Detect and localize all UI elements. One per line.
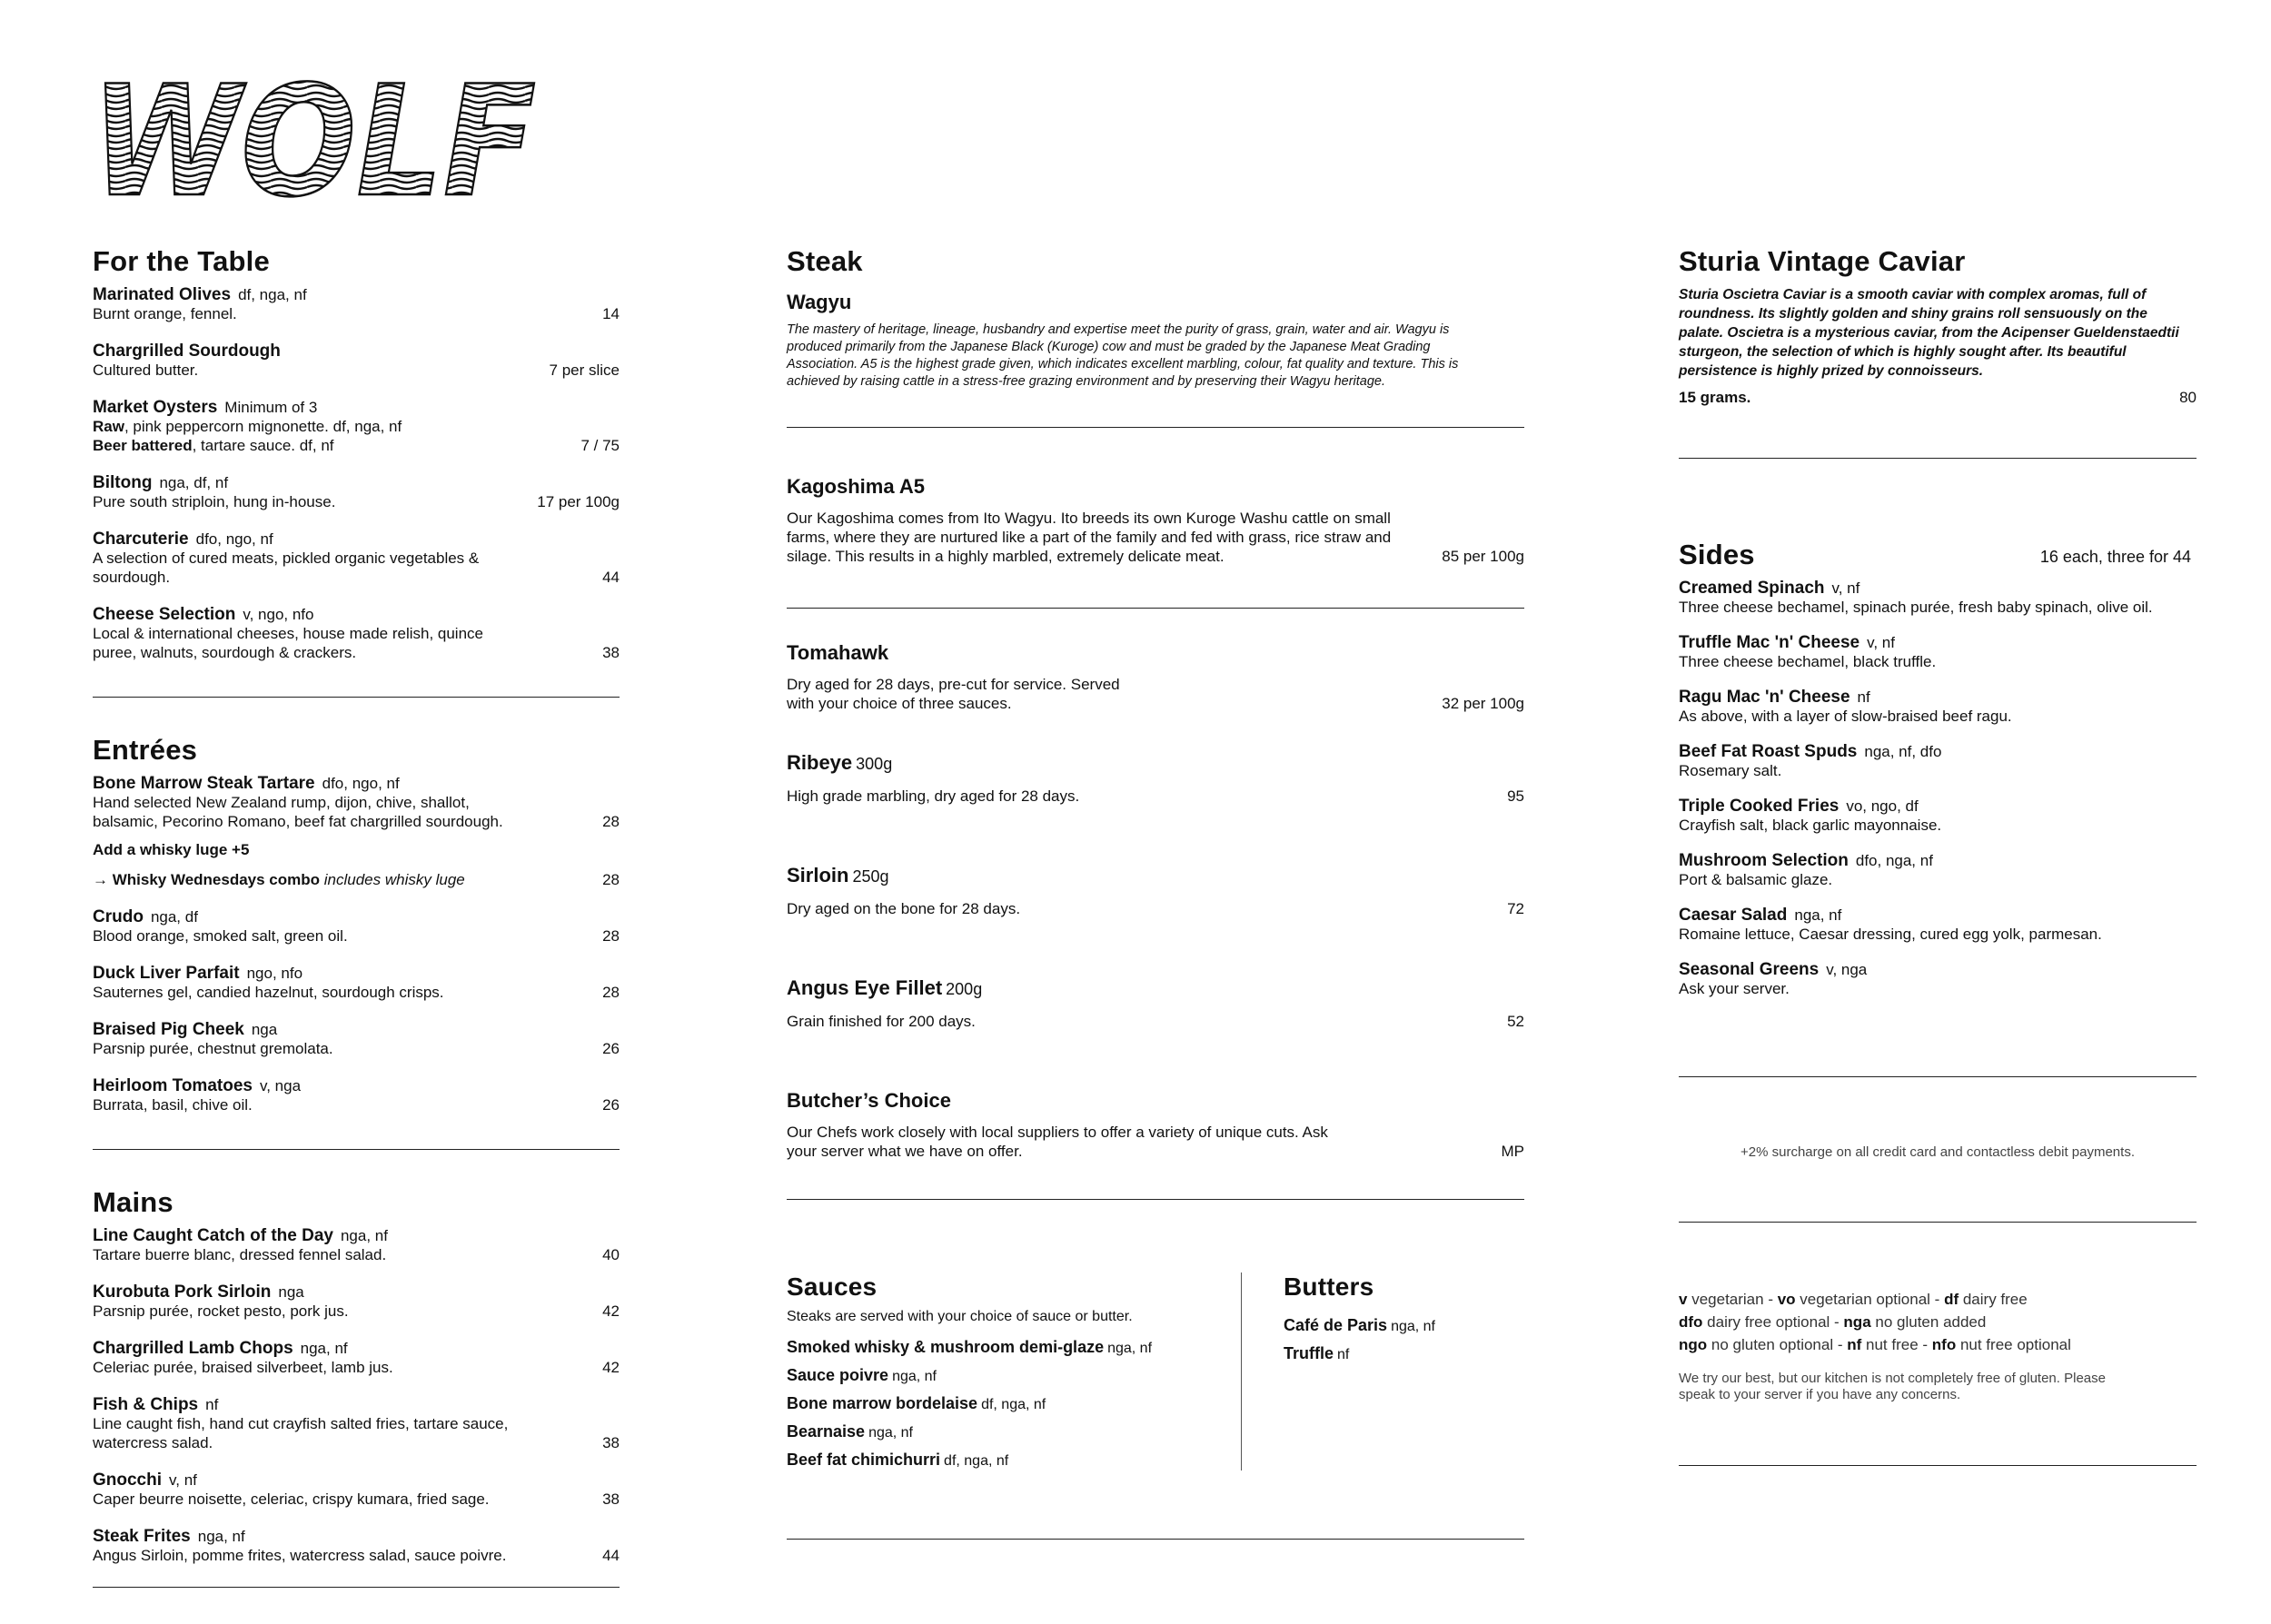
item-tags: v, nga xyxy=(1826,961,1868,978)
item-description: Pure south striploin, hung in-house. xyxy=(93,493,336,510)
menu-item xyxy=(93,285,620,323)
legend-label: dairy free xyxy=(1962,1291,2028,1308)
legend-label: dairy free optional xyxy=(1707,1313,1830,1331)
legend-label: no gluten optional xyxy=(1711,1336,1834,1353)
item-description: Burrata, basil, chive oil. xyxy=(93,1096,253,1114)
sauce-tags: df, nga, nf xyxy=(981,1397,1046,1412)
item-price: 38 xyxy=(602,644,620,661)
left-column xyxy=(93,245,620,1624)
menu-item xyxy=(1679,851,2197,889)
menu-item xyxy=(93,530,620,587)
item-name: Truffle Mac 'n' Cheese xyxy=(1679,633,1860,652)
item-price: 26 xyxy=(602,1040,620,1057)
item-header xyxy=(1679,579,2197,598)
item-header xyxy=(93,473,620,492)
option-desc: , tartare sauce. df, nf xyxy=(192,437,334,454)
item-description: Local & international cheeses, house made relish, quince puree, walnuts, sourdough & crackers. xyxy=(93,625,483,661)
item-header xyxy=(93,398,620,417)
item-tags: vo, ngo, df xyxy=(1846,797,1919,815)
item-description: Ask your server. xyxy=(1679,980,1790,997)
item-tags: nf xyxy=(205,1396,219,1413)
menu-item xyxy=(93,342,620,380)
section-title-mains: Mains xyxy=(93,1186,174,1218)
item-description: Three cheese bechamel, black truffle. xyxy=(1679,653,1937,670)
legend-code: ngo xyxy=(1679,1336,1708,1353)
item-name: Steak Frites xyxy=(93,1527,191,1546)
sauce-name: Beef fat chimichurri xyxy=(787,1451,941,1469)
item-name: Creamed Spinach xyxy=(1679,579,1825,598)
item-weight: 250g xyxy=(852,867,889,886)
item-header xyxy=(93,285,620,304)
item-description: Angus Sirloin, pomme frites, watercress salad, sauce poivre. xyxy=(93,1547,507,1564)
item-description: Tartare buerre blanc, dressed fennel salad. xyxy=(93,1246,387,1263)
legend-label: nut free optional xyxy=(1959,1336,2071,1353)
item-price: 38 xyxy=(602,1434,620,1451)
item-description: Celeriac purée, braised silverbeet, lamb jus. xyxy=(93,1359,393,1376)
item-header xyxy=(93,1395,620,1414)
item-description: Blood orange, smoked salt, green oil. xyxy=(93,927,348,945)
menu-item xyxy=(93,1076,620,1114)
item-description: Grain finished for 200 days. xyxy=(787,1013,976,1030)
item-name: Mushroom Selection xyxy=(1679,851,1849,870)
legend-row xyxy=(1679,1288,2197,1311)
divider xyxy=(787,1539,1524,1540)
item-tags: nga xyxy=(251,1021,278,1038)
sides-header xyxy=(1679,539,2197,571)
item-header xyxy=(93,1527,620,1546)
legend-code: dfo xyxy=(1679,1313,1703,1331)
sauce-name: Smoked whisky & mushroom demi-glaze xyxy=(787,1338,1105,1356)
section-title-steak: Steak xyxy=(787,245,863,277)
item-price: 32 per 100g xyxy=(1442,695,1524,712)
item-header xyxy=(1679,960,2197,979)
sauce-name: Truffle xyxy=(1284,1344,1334,1362)
item-tags: dfo, ngo, nf xyxy=(322,775,400,792)
divider xyxy=(787,608,1524,609)
menu-item xyxy=(1679,633,2197,671)
steak-item-sirloin xyxy=(787,866,1524,918)
menu-item xyxy=(93,1282,620,1321)
combo-name: → Whisky Wednesdays combo xyxy=(93,871,321,888)
item-tags: v, ngo, nfo xyxy=(243,606,314,623)
combo-item xyxy=(93,870,620,889)
sauce-tags: nga, nf xyxy=(892,1369,937,1384)
item-tags: nf xyxy=(1857,688,1870,706)
item-tags: nga, nf xyxy=(340,1227,388,1244)
menu-item xyxy=(1679,579,2197,617)
for-the-table-list xyxy=(93,285,620,662)
divider xyxy=(1679,1076,2197,1077)
legend-separator: - xyxy=(1929,1291,1945,1308)
sauce-tags: df, nga, nf xyxy=(944,1453,1009,1469)
item-price: 85 per 100g xyxy=(1442,548,1524,565)
item-description: Caper beurre noisette, celeriac, crispy kumara, fried sage. xyxy=(93,1490,490,1508)
menu-item xyxy=(93,1226,620,1264)
menu-item xyxy=(93,774,620,831)
option-name: Beer battered xyxy=(93,437,193,454)
item-name: Sirloin xyxy=(787,864,849,886)
item-description: Burnt orange, fennel. xyxy=(93,305,237,322)
middle-column xyxy=(787,245,1524,1540)
menu-item xyxy=(93,907,620,946)
legend-code: vo xyxy=(1777,1291,1796,1308)
menu-item xyxy=(93,1395,620,1452)
divider xyxy=(93,1149,620,1150)
item-tags: ngo, nfo xyxy=(246,965,303,982)
menu-item xyxy=(93,1471,620,1509)
legend-separator: - xyxy=(1830,1313,1844,1331)
divider xyxy=(1679,1465,2197,1466)
item-name: Gnocchi xyxy=(93,1471,163,1490)
item-header xyxy=(1679,688,2197,707)
item-description: Romaine lettuce, Caesar dressing, cured egg yolk, parmesan. xyxy=(1679,926,2102,943)
item-tags: dfo, nga, nf xyxy=(1855,852,1933,869)
dietary-legend xyxy=(1679,1288,2197,1356)
wolf-logo xyxy=(89,71,543,207)
item-name: Ragu Mac 'n' Cheese xyxy=(1679,688,1850,707)
item-price: 28 xyxy=(602,984,620,1001)
sauce-name: Café de Paris xyxy=(1284,1316,1388,1334)
gluten-note: We try our best, but our kitchen is not completely free of gluten. Please speak to your server if you have any concerns. xyxy=(1679,1371,2106,1402)
item-header xyxy=(1679,742,2197,761)
menu-item xyxy=(93,1339,620,1377)
combo-note: includes whisky luge xyxy=(323,871,465,888)
item-description: Dry aged on the bone for 28 days. xyxy=(787,900,1021,917)
item-description: Sauternes gel, candied hazelnut, sourdough crisps. xyxy=(93,984,444,1001)
steak-item-ribeye xyxy=(787,753,1524,806)
item-header xyxy=(93,530,620,549)
item-name: Line Caught Catch of the Day xyxy=(93,1226,333,1245)
item-description: Dry aged for 28 days, pre-cut for service. Served with your choice of three sauces. xyxy=(787,676,1120,712)
sauce-name: Bearnaise xyxy=(787,1422,866,1441)
item-tags: df, nga, nf xyxy=(238,286,307,303)
item-tags: v, nf xyxy=(1867,634,1895,651)
butter-item xyxy=(1284,1344,1435,1363)
item-tags: nga, nf xyxy=(1794,906,1842,924)
item-header xyxy=(93,1076,620,1095)
divider xyxy=(93,697,620,698)
menu-item xyxy=(1679,906,2197,944)
item-price: 95 xyxy=(1507,787,1524,805)
item-description: High grade marbling, dry aged for 28 days. xyxy=(787,787,1080,805)
item-name: Chargrilled Lamb Chops xyxy=(93,1339,293,1358)
item-description: Rosemary salt. xyxy=(1679,762,1782,779)
item-description: As above, with a layer of slow-braised beef ragu. xyxy=(1679,708,2012,725)
sauces-butters-area xyxy=(787,1272,1524,1470)
item-header xyxy=(1679,633,2197,652)
legend-label: vegetarian optional xyxy=(1800,1291,1930,1308)
butters-list xyxy=(1284,1316,1435,1363)
item-tags: nga, nf xyxy=(197,1528,245,1545)
item-price: 14 xyxy=(602,305,620,322)
item-name: Angus Eye Fillet xyxy=(787,976,943,999)
item-description: Hand selected New Zealand rump, dijon, chive, shallot, balsamic, Pecorino Romano, beef fat chargrilled sourdough. xyxy=(93,794,503,830)
sauces-intro: Steaks are served with your choice of sauce or butter. xyxy=(787,1309,1133,1324)
item-name: Market Oysters xyxy=(93,398,218,417)
item-price: 80 xyxy=(2179,389,2197,406)
sauce-item xyxy=(787,1394,1223,1413)
legend-code: nf xyxy=(1847,1336,1862,1353)
legend-code: v xyxy=(1679,1291,1688,1308)
item-name: Charcuterie xyxy=(93,530,189,549)
item-tags: nga, df xyxy=(150,908,198,926)
entrees-list xyxy=(93,907,620,1114)
section-title-sides: Sides xyxy=(1679,539,1755,570)
item-name: Beef Fat Roast Spuds xyxy=(1679,742,1858,761)
item-name: Marinated Olives xyxy=(93,285,232,304)
addon-note xyxy=(93,840,620,859)
menu-item xyxy=(1679,797,2197,835)
section-title-butters: Butters xyxy=(1284,1272,1374,1301)
item-header xyxy=(1679,906,2197,925)
item-header xyxy=(1679,797,2197,816)
butter-item xyxy=(1284,1316,1435,1335)
item-tags: v, nf xyxy=(1831,579,1860,597)
item-price: 17 per 100g xyxy=(537,493,620,510)
sauce-tags: nf xyxy=(1337,1347,1350,1362)
item-header xyxy=(93,342,620,361)
item-header xyxy=(93,1282,620,1302)
item-header xyxy=(1679,851,2197,870)
item-tags: nga xyxy=(278,1283,304,1301)
option-desc: , pink peppercorn mignonette. df, nga, nf xyxy=(124,418,402,435)
divider xyxy=(93,1587,620,1588)
caviar-portion: 15 grams. xyxy=(1679,389,1751,406)
item-name: Triple Cooked Fries xyxy=(1679,797,1840,816)
menu-item xyxy=(93,1527,620,1565)
item-price: 44 xyxy=(602,569,620,586)
item-price: 28 xyxy=(602,871,620,888)
item-price: 72 xyxy=(1507,900,1524,917)
item-price: 52 xyxy=(1507,1013,1524,1030)
menu-item xyxy=(93,1020,620,1058)
wagyu-description: The mastery of heritage, lineage, husbandry and expertise meet the purity of grass, grain, water and air. Wagyu is produced primarily from the Japanese Black (Kuroge) cow and must be graded by the Japanese Meat Grading Association. A5 is the highest grade given, which indicates excellent marbling, colour, fat quality and texture. This is achieved by raising cattle in a stress-free grazing environment and by preserving their Wagyu heritage. xyxy=(787,322,1459,389)
item-name: Crudo xyxy=(93,907,144,926)
vertical-divider xyxy=(1241,1272,1242,1471)
menu-item xyxy=(93,964,620,1002)
menu-item xyxy=(1679,688,2197,726)
item-description: Cultured butter. xyxy=(93,361,199,379)
legend-code: nfo xyxy=(1931,1336,1957,1353)
item-tags: v, nf xyxy=(169,1471,197,1489)
item-price: 7 per slice xyxy=(549,361,620,379)
item-price: 44 xyxy=(602,1547,620,1564)
right-column xyxy=(1679,245,2197,1466)
sauces-section xyxy=(787,1272,1223,1470)
item-header xyxy=(93,1471,620,1490)
wagyu-title: Wagyu xyxy=(787,291,852,313)
item-price: MP xyxy=(1501,1143,1524,1160)
item-price: 7 / 75 xyxy=(580,437,620,454)
item-name: Cheese Selection xyxy=(93,605,236,624)
steak-item-kagoshima xyxy=(787,477,1524,566)
item-description: Our Kagoshima comes from Ito Wagyu. Ito breeds its own Kuroge Washu cattle on small farms, where they are nurtured like a part of the family and fed with grass, rice straw and silage. This results in a highly marbled, extremely delicate meat. xyxy=(787,510,1392,565)
item-price: 28 xyxy=(602,813,620,830)
item-name: Bone Marrow Steak Tartare xyxy=(93,774,315,793)
sides-pricing: 16 each, three for 44 xyxy=(2039,548,2191,566)
steak-item-butchers-choice xyxy=(787,1091,1524,1161)
sauce-tags: nga, nf xyxy=(1107,1341,1153,1356)
legend-separator: - xyxy=(1763,1291,1778,1308)
item-header xyxy=(93,907,620,926)
item-header xyxy=(93,1226,620,1245)
divider xyxy=(787,427,1524,428)
sauce-item xyxy=(787,1366,1223,1385)
item-description: Crayfish salt, black garlic mayonnaise. xyxy=(1679,817,1942,834)
item-weight: 300g xyxy=(856,755,893,773)
section-title-for-the-table: For the Table xyxy=(93,245,270,277)
item-name: Braised Pig Cheek xyxy=(93,1020,244,1039)
item-tags: nga, nf xyxy=(300,1340,348,1357)
sauce-name: Bone marrow bordelaise xyxy=(787,1394,978,1412)
item-name: Kurobuta Pork Sirloin xyxy=(93,1282,272,1302)
menu-item xyxy=(93,605,620,662)
item-tags: nga, nf, dfo xyxy=(1864,743,1942,760)
caviar-item xyxy=(1679,388,2197,407)
item-description: A selection of cured meats, pickled organic vegetables & sourdough. xyxy=(93,550,480,586)
sauce-tags: nga, nf xyxy=(1391,1319,1435,1334)
divider xyxy=(1679,1222,2197,1223)
item-option xyxy=(93,417,620,436)
divider xyxy=(1679,458,2197,459)
item-tags: dfo, ngo, nf xyxy=(195,530,273,548)
item-name: Fish & Chips xyxy=(93,1395,199,1414)
item-name: Caesar Salad xyxy=(1679,906,1788,925)
item-name: Ribeye xyxy=(787,751,853,774)
item-header xyxy=(93,1339,620,1358)
option-name: Raw xyxy=(93,418,124,435)
butters-section xyxy=(1284,1272,1435,1372)
item-name: Heirloom Tomatoes xyxy=(93,1076,253,1095)
mains-list xyxy=(93,1226,620,1565)
divider xyxy=(787,1199,1524,1200)
legend-separator: - xyxy=(1918,1336,1932,1353)
item-tags: v, nga xyxy=(259,1077,302,1094)
legend-code: df xyxy=(1944,1291,1959,1308)
item-name: Duck Liver Parfait xyxy=(93,964,240,983)
legend-label: no gluten added xyxy=(1875,1313,1987,1331)
addon-text: Add a whisky luge +5 xyxy=(93,841,250,858)
menu-item xyxy=(93,473,620,511)
item-name: Chargrilled Sourdough xyxy=(93,342,281,361)
item-description: Parsnip purée, rocket pesto, pork jus. xyxy=(93,1302,349,1320)
item-name: Seasonal Greens xyxy=(1679,960,1820,979)
item-tags: nga, df, nf xyxy=(159,474,229,491)
item-name: Butcher’s Choice xyxy=(787,1089,951,1112)
legend-row xyxy=(1679,1311,2197,1333)
item-price: 38 xyxy=(602,1490,620,1508)
item-name: Kagoshima A5 xyxy=(787,475,926,498)
item-option xyxy=(93,436,620,455)
sauce-item xyxy=(787,1451,1223,1470)
section-title-sauces: Sauces xyxy=(787,1272,878,1301)
section-title-entrees: Entrées xyxy=(93,734,198,766)
menu-item xyxy=(1679,960,2197,998)
caviar-description: Sturia Oscietra Caviar is a smooth caviar with complex aromas, full of roundness. Its slightly golden and shiny grains roll sensuously on the palate. Oscietra is a mysterious caviar, from the Acipenser Gueldenstaedtii sturgeon, the selection of which is highly sought after. Its beautiful persistence is highly prized by connoisseurs. xyxy=(1679,287,2179,379)
sauce-name: Sauce poivre xyxy=(787,1366,889,1384)
svg-text:WOLF: WOLF xyxy=(91,71,536,207)
item-description: Our Chefs work closely with local suppliers to offer a variety of unique cuts. Ask your server what we have on offer. xyxy=(787,1124,1328,1160)
sauces-list xyxy=(787,1338,1223,1470)
menu-item xyxy=(1679,742,2197,780)
item-description: Port & balsamic glaze. xyxy=(1679,871,1833,888)
item-weight: 200g xyxy=(946,980,983,998)
section-title-caviar: Sturia Vintage Caviar xyxy=(1679,245,1966,277)
item-header xyxy=(93,605,620,624)
item-price: 40 xyxy=(602,1246,620,1263)
surcharge-note: +2% surcharge on all credit card and contactless debit payments. xyxy=(1740,1144,2135,1160)
menu-item xyxy=(93,398,620,455)
legend-row xyxy=(1679,1333,2197,1356)
item-description: Parsnip purée, chestnut gremolata. xyxy=(93,1040,333,1057)
item-description: Line caught fish, hand cut crayfish salted fries, tartare sauce, watercress salad. xyxy=(93,1415,509,1451)
steak-item-tomahawk xyxy=(787,643,1524,713)
legend-code: nga xyxy=(1843,1313,1871,1331)
item-name: Tomahawk xyxy=(787,641,889,664)
steak-item-angus xyxy=(787,978,1524,1031)
item-description: Three cheese bechamel, spinach purée, fresh baby spinach, olive oil. xyxy=(1679,599,2153,616)
legend-separator: - xyxy=(1833,1336,1848,1353)
sauce-tags: nga, nf xyxy=(868,1425,913,1441)
item-price: 28 xyxy=(602,927,620,945)
item-price: 42 xyxy=(602,1359,620,1376)
sauce-item xyxy=(787,1422,1223,1441)
item-price: 26 xyxy=(602,1096,620,1114)
item-tags: Minimum of 3 xyxy=(224,399,318,416)
item-header xyxy=(93,1020,620,1039)
sauce-item xyxy=(787,1338,1223,1357)
item-name: Biltong xyxy=(93,473,153,492)
item-header xyxy=(93,964,620,983)
legend-label: vegetarian xyxy=(1691,1291,1764,1308)
item-price: 42 xyxy=(602,1302,620,1320)
sides-list xyxy=(1679,579,2197,998)
legend-label: nut free xyxy=(1866,1336,1919,1353)
